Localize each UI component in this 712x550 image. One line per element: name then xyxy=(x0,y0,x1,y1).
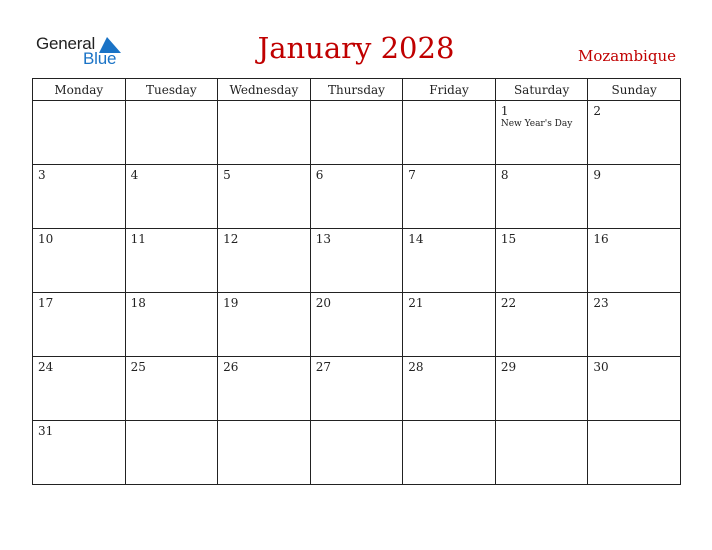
day-number: 18 xyxy=(130,296,146,310)
day-cell xyxy=(310,421,403,485)
day-cell xyxy=(218,165,311,229)
week-row xyxy=(33,357,681,421)
day-number: 26 xyxy=(223,360,239,374)
day-cell xyxy=(310,357,403,421)
day-number: 11 xyxy=(130,232,146,246)
day-cell xyxy=(495,101,588,165)
day-number: 9 xyxy=(593,168,602,182)
day-number: 31 xyxy=(38,424,54,438)
week-row xyxy=(33,421,681,485)
day-cell xyxy=(218,293,311,357)
day-number: 13 xyxy=(315,232,331,246)
day-cell xyxy=(495,229,588,293)
day-cell xyxy=(218,357,311,421)
day-cell xyxy=(403,421,496,485)
day-cell xyxy=(218,229,311,293)
day-cell xyxy=(403,101,496,165)
weekday-header-row xyxy=(33,79,681,101)
calendar-grid xyxy=(32,78,681,485)
day-number: 20 xyxy=(315,296,331,310)
logo-text-general: General xyxy=(36,34,96,53)
day-number: 17 xyxy=(38,296,54,310)
day-number: 14 xyxy=(408,232,424,246)
weekday-header: Wednesday xyxy=(218,79,311,101)
day-number: 16 xyxy=(593,232,609,246)
logo-text-blue: Blue xyxy=(83,49,117,68)
weekday-header: Saturday xyxy=(495,79,588,101)
day-cell xyxy=(125,421,218,485)
day-cell xyxy=(125,101,218,165)
day-cell xyxy=(33,357,126,421)
day-cell xyxy=(218,421,311,485)
day-number: 28 xyxy=(408,360,424,374)
day-cell xyxy=(495,165,588,229)
day-cell xyxy=(588,101,681,165)
day-cell xyxy=(125,293,218,357)
day-number: 6 xyxy=(315,168,324,182)
day-number: 29 xyxy=(500,360,517,374)
day-number: 1 xyxy=(500,104,509,118)
day-number: 30 xyxy=(593,360,609,374)
weekday-header: Monday xyxy=(33,79,126,101)
day-number: 3 xyxy=(38,168,46,182)
day-number: 15 xyxy=(500,232,517,246)
day-cell xyxy=(588,165,681,229)
weekday-header: Sunday xyxy=(588,79,681,101)
day-cell xyxy=(588,293,681,357)
day-cell xyxy=(125,165,218,229)
week-row xyxy=(33,101,681,165)
day-cell xyxy=(310,165,403,229)
day-cell xyxy=(403,357,496,421)
day-number: 10 xyxy=(38,232,54,246)
day-cell xyxy=(588,357,681,421)
day-cell xyxy=(403,229,496,293)
holiday-label: New Year's Day xyxy=(500,119,573,129)
day-cell xyxy=(218,101,311,165)
day-cell xyxy=(588,229,681,293)
calendar-title: January 2028 xyxy=(257,31,455,65)
day-cell xyxy=(310,229,403,293)
day-cell xyxy=(310,293,403,357)
day-number: 12 xyxy=(223,232,239,246)
day-cell xyxy=(33,165,126,229)
day-cell xyxy=(125,357,218,421)
week-row xyxy=(33,293,681,357)
day-number: 23 xyxy=(593,296,609,310)
day-number: 5 xyxy=(223,168,231,182)
day-cell xyxy=(310,101,403,165)
day-cell xyxy=(495,421,588,485)
weekday-header: Thursday xyxy=(310,79,403,101)
day-number: 22 xyxy=(500,296,517,310)
day-cell xyxy=(125,229,218,293)
day-cell xyxy=(33,229,126,293)
day-number: 21 xyxy=(408,296,424,310)
day-cell xyxy=(588,421,681,485)
day-number: 2 xyxy=(593,104,602,118)
day-number: 19 xyxy=(223,296,239,310)
day-cell xyxy=(403,165,496,229)
day-cell xyxy=(33,101,126,165)
day-cell xyxy=(495,293,588,357)
weekday-header: Friday xyxy=(403,79,496,101)
day-cell xyxy=(403,293,496,357)
weekday-header: Tuesday xyxy=(125,79,218,101)
week-row xyxy=(33,165,681,229)
day-cell xyxy=(33,293,126,357)
country-name: Mozambique xyxy=(578,47,676,65)
day-number: 8 xyxy=(500,168,509,182)
day-cell xyxy=(33,421,126,485)
day-number: 4 xyxy=(130,168,139,182)
day-number: 25 xyxy=(130,360,146,374)
day-number: 27 xyxy=(315,360,331,374)
day-number: 24 xyxy=(38,360,54,374)
day-number: 7 xyxy=(408,168,416,182)
day-cell xyxy=(495,357,588,421)
week-row xyxy=(33,229,681,293)
